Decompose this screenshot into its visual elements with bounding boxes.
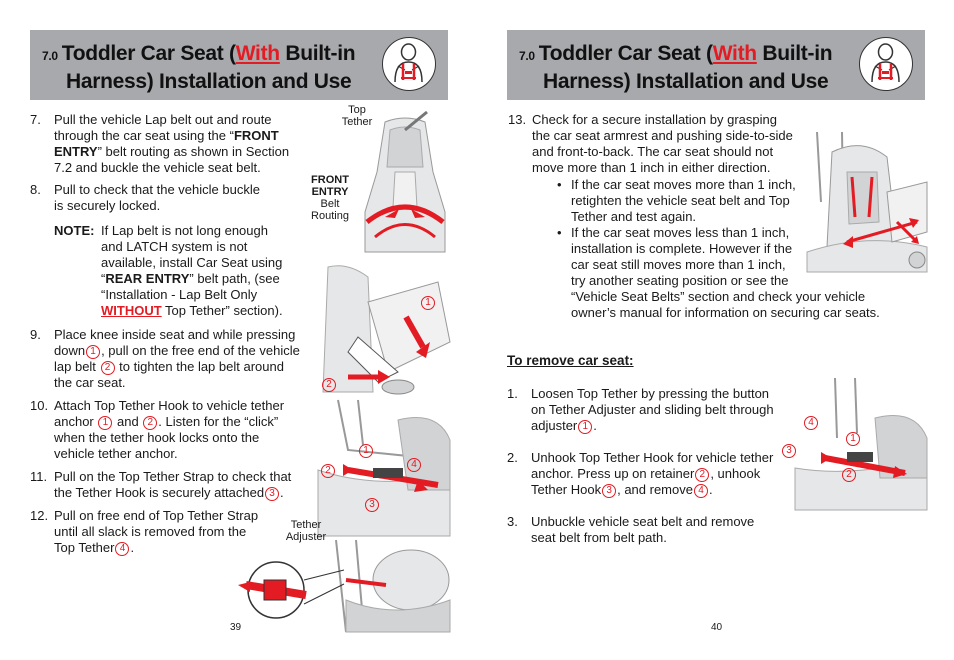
page-number: 40 xyxy=(711,622,723,633)
section-title: 7.0 Toddler Car Seat (With Built-in Harness) Installation and Use xyxy=(42,42,356,93)
tether-hook-anchor-illustration xyxy=(318,400,450,536)
callout-4: 4 xyxy=(115,542,129,556)
callout-4: 4 xyxy=(694,484,708,498)
title-with: With xyxy=(235,42,280,65)
secure-installation-check-illustration xyxy=(807,132,927,272)
car-seat-front-entry-illustration xyxy=(355,112,455,262)
callout-1: 1 xyxy=(846,432,860,446)
callout-3: 3 xyxy=(265,487,279,501)
callout-1: 1 xyxy=(98,416,112,430)
callout-1: 1 xyxy=(421,296,435,310)
remove-step-2: 2. Unhook Top Tether Hook for vehicle tether anchor. Press up on retainer 2 , unhook Tether Hook 3 , and remove 4 . xyxy=(507,450,774,497)
section-title: 7.0 Toddler Car Seat (With Built-in Harness) Installation and Use xyxy=(519,42,833,93)
page-number: 39 xyxy=(230,622,242,633)
top-tether-label: Top Tether xyxy=(341,104,373,128)
callout-3: 3 xyxy=(365,498,379,512)
instruction-11: 11. Pull on the Top Tether Strap to check that the Tether Hook is securely attached 3 . xyxy=(30,469,292,500)
tether-adjuster-label: Tether Adjuster xyxy=(285,519,327,543)
callout-2: 2 xyxy=(101,361,115,375)
note-block: NOTE: If Lap belt is not long enough and LATCH system is not available, install Car Seat using “REAR ENTRY” belt path, (see “Installation - Lap Belt Only WITHOUT Top Tether” section). xyxy=(54,223,283,318)
instruction-12: 12. Pull on free end of Top Tether Strap until all slack is removed from the Top Tether 4 . xyxy=(30,508,259,555)
title-with: With xyxy=(712,42,757,65)
instruction-13: 13. Check for a secure installation by grasping the car seat armrest and pushing side-to-side and front-to-back. The car seat should not move more than 1 inch in either direction. xyxy=(508,112,793,175)
instruction-9: 9. Place knee inside seat and while pressing down 1 , pull on the free end of the vehicle lap belt 2 to tighten the lap belt around the car seat. xyxy=(30,327,300,390)
remove-tether-illustration xyxy=(786,378,927,510)
callout-2: 2 xyxy=(322,378,336,392)
callout-3: 3 xyxy=(782,444,796,458)
callout-4: 4 xyxy=(804,416,818,430)
instruction-10: 10. Attach Top Tether Hook to vehicle tether anchor 1 and 2 . Listen for the “click” when the tether hook locks onto the vehicle tether anchor. xyxy=(30,398,285,461)
callout-2: 2 xyxy=(695,468,709,482)
callout-3: 3 xyxy=(602,484,616,498)
callout-2: 2 xyxy=(842,468,856,482)
callout-1: 1 xyxy=(359,444,373,458)
lap-belt-tighten-illustration xyxy=(318,262,450,398)
bullet-retighten: • If the car seat moves more than 1 inch, retighten the vehicle seat belt and Top Tether and test again. xyxy=(557,177,796,224)
callout-1: 1 xyxy=(578,420,592,434)
section-number: 7.0 xyxy=(42,49,58,63)
section-header xyxy=(507,30,925,100)
instruction-7: 7. Pull the vehicle Lap belt out and route through the car seat using the “FRONT ENTRY” belt routing as shown in Section 7.2 and buckle the vehicle seat belt. xyxy=(30,112,290,175)
instruction-8: 8. Pull to check that the vehicle buckle is securely locked. xyxy=(30,182,260,213)
section-number: 7.0 xyxy=(519,49,535,63)
remove-car-seat-heading: To remove car seat: xyxy=(507,353,634,368)
remove-step-3: 3. Unbuckle vehicle seat belt and remove seat belt from belt path. xyxy=(507,514,755,545)
toddler-harness-icon xyxy=(382,37,436,91)
callout-2: 2 xyxy=(143,416,157,430)
note-label: NOTE: xyxy=(54,223,95,238)
tether-adjuster-illustration xyxy=(236,540,450,632)
front-entry-routing-label: FRONT ENTRY Belt Routing xyxy=(311,174,349,222)
bullet-complete: • If the car seat moves less than 1 inch, installation is complete. However if the car seat still moves more than 1 inch, try another seating position or see the “Vehicle Seat Belts” section and check your vehicle owner’s manual for information on securing car seats. xyxy=(557,225,880,320)
callout-1: 1 xyxy=(86,345,100,359)
remove-step-1: 1. Loosen Top Tether by pressing the button on Tether Adjuster and sliding belt through adjuster 1 . xyxy=(507,386,774,433)
callout-2: 2 xyxy=(321,464,335,478)
toddler-harness-icon xyxy=(859,37,913,91)
callout-4: 4 xyxy=(407,458,421,472)
page-40 xyxy=(477,0,954,660)
section-header xyxy=(30,30,448,100)
